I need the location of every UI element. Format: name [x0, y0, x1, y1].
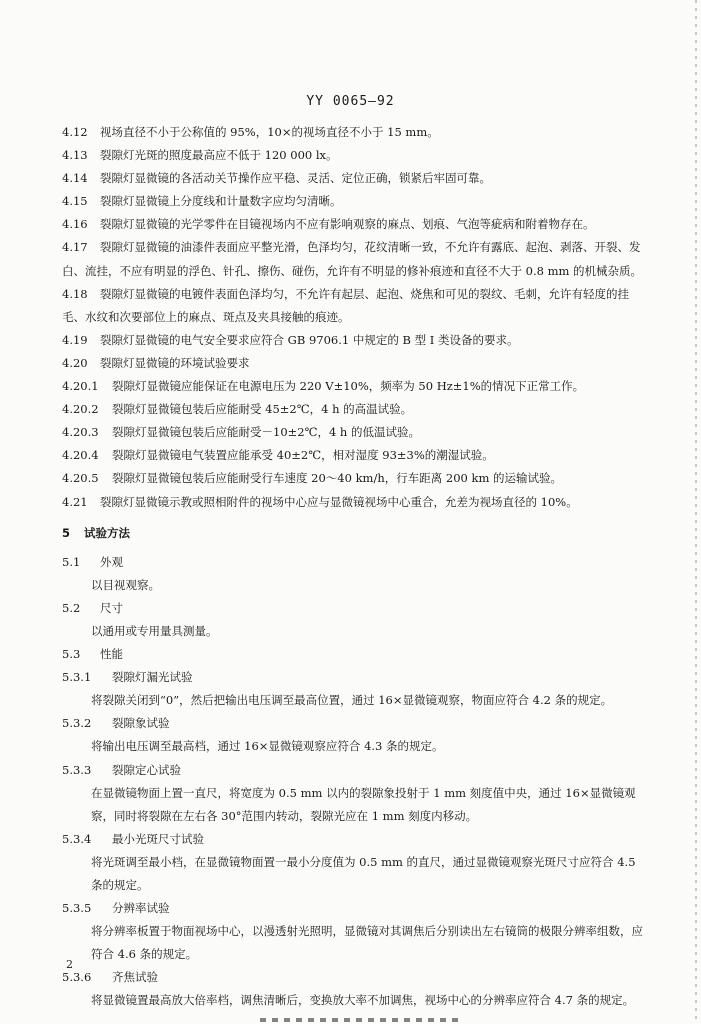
page-header: YY 0065—92: [306, 94, 395, 109]
item-4-14: 4.14 裂隙灯显微镜的各活动关节操作应平稳、灵活、定位正确，锁紧后牢固可靠。: [62, 171, 491, 186]
item-4-20-4: 4.20.4 裂隙灯显微镜电气装置应能承受 40±2℃，相对湿度 93±3%的潮湿试验。: [62, 448, 494, 463]
method-5-3-6-body: 将显微镜置最高放大倍率档，调焦清晰后，变换放大率不加调焦，视场中心的分辨率应符合 4.7 条的规定。: [91, 993, 635, 1008]
scan-bottom-marks: [260, 1018, 460, 1022]
item-4-18: 4.18 裂隙灯显微镜的电镀件表面色泽均匀，不允许有起层、起泡、烧焦和可见的裂纹、毛刺，允许有轻度的挂毛、水纹和次要部位上的麻点、斑点及夹具接触的痕迹。: [62, 286, 629, 324]
method-5-3-4-body: 将光斑调至最小档，在显微镜物面置一最小分度值为 0.5 mm 的直尺，通过显微镜观察光斑尺寸应符合 4.5 条的规定。: [91, 854, 636, 892]
scan-edge-line: [695, 0, 697, 1024]
method-5-3-4-title: 5.3.4 最小光斑尺寸试验: [62, 831, 204, 846]
item-4-21: 4.21 裂隙灯显微镜示教或照相附件的视场中心应与显微镜视场中心重合，允差为视场直径的 10%。: [62, 494, 578, 509]
method-5-1-title: 5.1 外观: [62, 554, 123, 569]
method-5-3-title: 5.3 性能: [62, 647, 123, 662]
method-5-3-2-title: 5.3.2 裂隙象试验: [62, 716, 170, 731]
method-5-2-title: 5.2 尺寸: [62, 600, 123, 615]
method-5-3-3-title: 5.3.3 裂隙定心试验: [62, 762, 181, 777]
method-5-1-body: 以目视观察。: [91, 577, 160, 592]
method-5-3-1-title: 5.3.1 裂隙灯漏光试验: [62, 670, 193, 685]
item-4-20-1: 4.20.1 裂隙灯显微镜应能保证在电源电压为 220 V±10%，频率为 50 Hz±1%的情况下正常工作。: [62, 379, 585, 394]
item-4-20-3: 4.20.3 裂隙灯显微镜包装后应能耐受－10±2℃，4 h 的低温试验。: [62, 425, 420, 440]
item-4-15: 4.15 裂隙灯显微镜上分度线和计量数字应均匀清晰。: [62, 194, 342, 209]
item-4-19: 4.19 裂隙灯显微镜的电气安全要求应符合 GB 9706.1 中规定的 B 型 I 类设备的要求。: [62, 332, 519, 347]
page-number: 2: [66, 958, 73, 971]
section-5-heading: 5 试验方法: [62, 525, 130, 540]
method-5-3-6-title: 5.3.6 齐焦试验: [62, 970, 158, 985]
item-4-20-2: 4.20.2 裂隙灯显微镜包装后应能耐受 45±2℃，4 h 的高温试验。: [62, 402, 413, 417]
item-4-13: 4.13 裂隙灯光斑的照度最高应不低于 120 000 lx。: [62, 148, 338, 163]
method-5-2-body: 以通用或专用量具测量。: [91, 623, 218, 638]
item-4-12: 4.12 视场直径不小于公称值的 95%，10×的视场直径不小于 15 mm。: [62, 125, 439, 139]
page-content: [62, 121, 646, 1013]
item-4-17: 4.17 裂隙灯显微镜的油漆件表面应平整光滑，色泽均匀，花纹清晰一致，不允许有露底、起泡、剥落、开裂、发白、流挂，不应有明显的浮色、针孔、擦伤、碰伤，允许有不明显的修补痕迹和直径不大于 0.8 mm 的机械杂质。: [62, 240, 643, 278]
method-5-3-3-body: 在显微镜物面上置一直尺，将宽度为 0.5 mm 以内的裂隙象投射于 1 mm 刻度值中央，通过 16×显微镜观察，同时将裂隙在左右各 30°范围内转动，裂隙光应在 1 mm 刻度内移动。: [91, 785, 636, 823]
item-4-20-5: 4.20.5 裂隙灯显微镜包装后应能耐受行车速度 20～40 km/h，行车距离 200 km 的运输试验。: [62, 471, 563, 486]
method-5-3-5-body: 将分辨率板置于物面视场中心，以漫透射光照明，显微镜对其调焦后分别读出左右镜筒的极限分辨率组数，应符合 4.6 条的规定。: [91, 924, 643, 962]
method-5-3-5-title: 5.3.5 分辨率试验: [62, 901, 170, 916]
method-5-3-1-body: 将裂隙关闭到“0”，然后把输出电压调至最高位置，通过 16×显微镜观察，物面应符合 4.2 条的规定。: [91, 693, 613, 708]
method-5-3-2-body: 将输出电压调至最高档，通过 16×显微镜观察应符合 4.3 条的规定。: [91, 739, 444, 754]
item-4-16: 4.16 裂隙灯显微镜的光学零件在目镜视场内不应有影响观察的麻点、划痕、气泡等疵病和附着物存在。: [62, 217, 595, 232]
item-4-20: 4.20 裂隙灯显微镜的环境试验要求: [62, 355, 250, 370]
